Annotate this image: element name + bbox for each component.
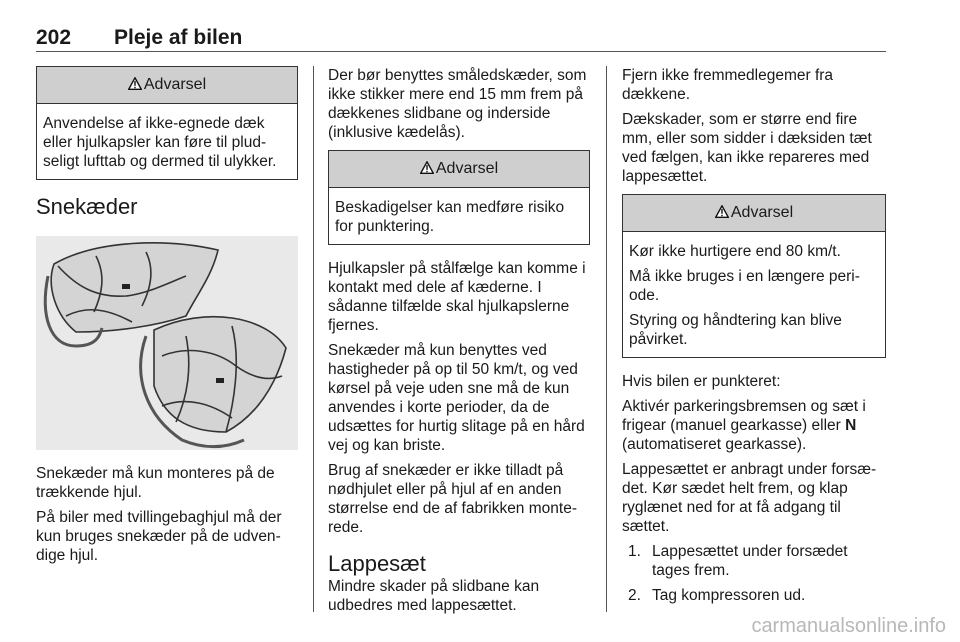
paragraph: Snekæder må kun monteres på de trækkende hjul.: [36, 465, 275, 501]
watermark: carmanualsonline.info: [751, 615, 946, 637]
warning-box: [328, 150, 590, 245]
warning-text: Må ikke bruges i en længere periode.: [629, 268, 860, 304]
section-title-repair-kit: Lappesæt: [328, 551, 426, 576]
paragraph: [622, 397, 886, 454]
paragraph: Lappesættet er anbragt under forsædet. Kør sædet helt frem, og klap ryglænet ned for at få adgang til sættet.: [622, 461, 877, 535]
list-item: [628, 586, 886, 605]
paragraph: Der bør benyttes småledskæder, som ikke stikker mere end 15 mm frem på dækkenes slidbane og inderside (inklusive kædelås).: [328, 67, 587, 141]
paragraph: På biler med tvillingebaghjul må der kun bruges snekæder på de udvendige hjul.: [36, 509, 282, 564]
column-1: [36, 66, 298, 571]
warning-title: Advarsel: [435, 160, 499, 177]
step-text: Lappesættet under forsædet tages frem.: [652, 543, 848, 579]
warning-header: [329, 151, 589, 188]
page-header: [36, 26, 884, 52]
text-run: (automatiseret gearkasse).: [622, 436, 807, 453]
header-rule: [36, 51, 886, 52]
chapter-title: Pleje af bilen: [114, 26, 243, 49]
column-2: [328, 66, 590, 621]
paragraph: Snekæder må kun benyttes ved hastigheder på op til 50 km/t, og ved kørsel på veje uden sne må de kun anvendes i korte perioder, da de udsættes for hurtig slitage på en hård vej og kan briste.: [328, 342, 585, 454]
snow-chain-illustration: [36, 236, 298, 450]
step-number: 1.: [628, 543, 641, 560]
warning-triangle-icon: [420, 161, 434, 174]
list-item: [628, 542, 886, 580]
warning-text: Styring og håndtering kan blive påvirket.: [629, 312, 842, 348]
paragraph: Hvis bilen er punkteret:: [622, 373, 781, 390]
step-list: [622, 542, 886, 605]
paragraph: Fjern ikke fremmedlegemer fra dækkene.: [622, 67, 834, 103]
warning-triangle-icon: [715, 205, 729, 218]
warning-text: Anvendelse af ikke-egnede dæk eller hjulkapsler kan føre til pludseligt lufttab og dermed til ulykker.: [43, 115, 277, 170]
section-title-snow-chains: Snekæder: [36, 194, 138, 219]
gear-n-bold: N: [845, 417, 857, 434]
warning-text: Beskadigelser kan medføre risiko for punktering.: [335, 199, 565, 235]
paragraph: Brug af snekæder er ikke tilladt på nødhjulet eller på hjul af en anden størrelse end de af fabrikken monterede.: [328, 462, 577, 536]
text-run: Aktivér parkeringsbremsen og sæt i frigear (manuel gearkasse) eller: [622, 398, 866, 434]
column-3: [622, 66, 886, 611]
warning-text: Kør ikke hurtigere end 80 km/t.: [629, 243, 841, 260]
column-divider-2: [606, 66, 607, 612]
warning-header: [623, 195, 885, 232]
warning-title: Advarsel: [730, 204, 794, 221]
paragraph: Mindre skader på slidbane kan udbedres med lappesættet.: [328, 578, 540, 614]
step-text: Tag kompressoren ud.: [652, 587, 806, 604]
page-number: 202: [36, 26, 72, 49]
paragraph: Hjulkapsler på stålfælge kan komme i kontakt med dele af kæderne. I sådanne tilfælde skal hjulkapslerne fjernes.: [328, 260, 586, 334]
warning-box: [36, 66, 298, 180]
paragraph: Dækskader, som er større end fire mm, eller som sidder i dæksiden tæt ved fælgen, kan ikke repareres med lappesættet.: [622, 111, 872, 185]
column-divider-1: [313, 66, 314, 612]
warning-triangle-icon: [128, 77, 142, 90]
warning-title: Advarsel: [143, 76, 207, 93]
warning-header: [37, 67, 297, 104]
step-number: 2.: [628, 587, 641, 604]
warning-box: [622, 194, 886, 358]
